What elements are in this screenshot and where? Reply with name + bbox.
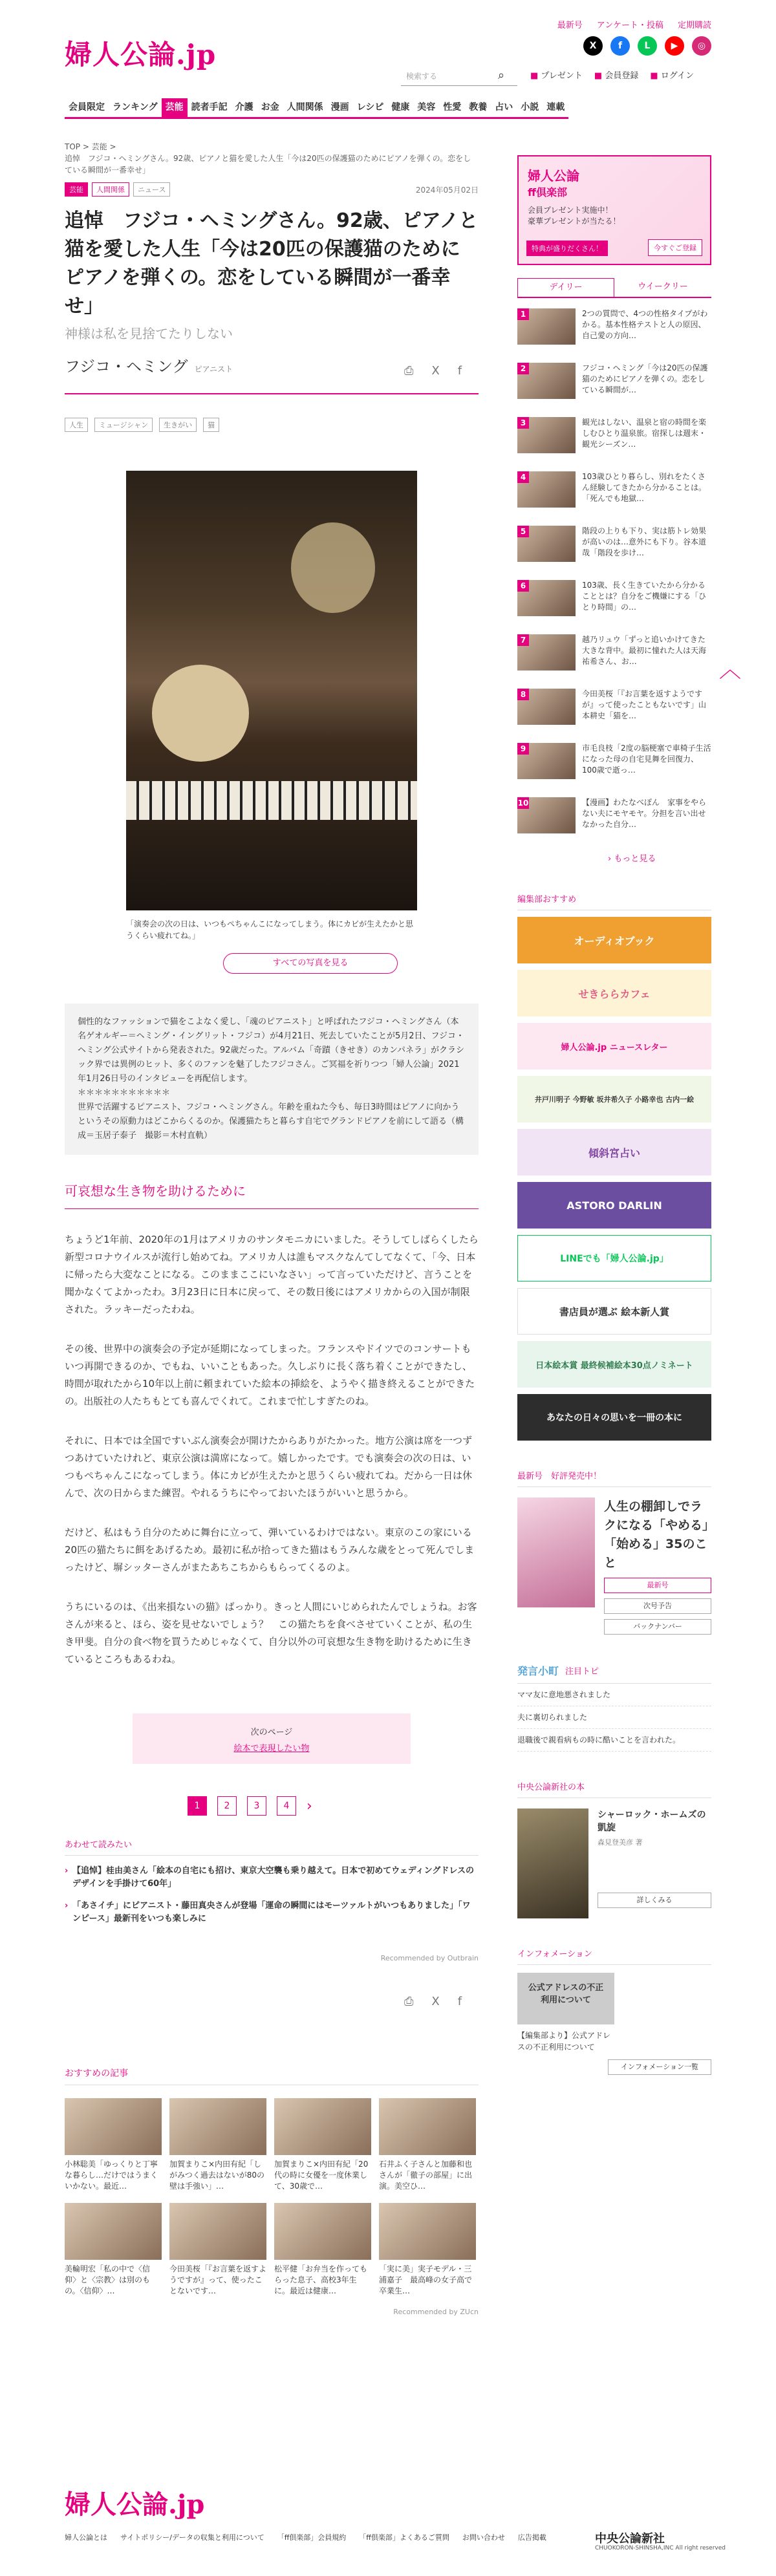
login-icon: ■	[650, 71, 661, 81]
page-2[interactable]: 2	[217, 1796, 237, 1816]
x-share-icon[interactable]: X	[431, 364, 440, 378]
rec-card[interactable]	[169, 2203, 266, 2297]
nav-item[interactable]: レシピ	[353, 98, 388, 119]
recommended-grid	[65, 2098, 479, 2297]
keyword-tag[interactable]: 生きがい	[159, 418, 197, 432]
nav-item[interactable]: 性愛	[439, 98, 465, 119]
more-ranking-link[interactable]	[517, 852, 711, 864]
photo-piano-keys	[126, 781, 417, 820]
lead-separator: ＊＊＊＊＊＊＊＊＊＊＊	[78, 1088, 171, 1098]
rank-title: 今田美桜「『お言葉を返すようですが』って使ったこともないです」山本耕史「猫を…	[582, 689, 707, 720]
nav-item[interactable]: 会員限定	[65, 98, 109, 119]
rank-title: 103歳、長く生きていたから分かることとは？自分をご機嫌にする「ひとり時間」の…	[582, 581, 707, 612]
rank-number: 4	[517, 471, 529, 483]
publish-banner[interactable]: あなたの日々の思いを一冊の本に	[517, 1394, 711, 1441]
ranking-list	[517, 308, 711, 841]
tag[interactable]: 人間関係	[92, 182, 129, 197]
x-icon[interactable]: X	[583, 36, 603, 56]
rec-title: 石井ふく子さんと加藤和也さんが「徹子の部屋」に出演。美空ひ…	[379, 2160, 473, 2191]
link-latest-issue[interactable]: 最新号	[557, 21, 583, 30]
article-subtitle: 神様は私を見捨てたりしない	[65, 326, 233, 341]
nav-item-active[interactable]: 芸能	[162, 98, 188, 119]
rank-number: 9	[517, 743, 529, 755]
trend-item[interactable]: ママ友に意地悪されました	[517, 1684, 711, 1706]
divider	[65, 393, 479, 394]
tag[interactable]: ニュース	[133, 182, 170, 197]
keyword-tag[interactable]: 人生	[65, 418, 88, 432]
related-heading: あわせて読みたい	[65, 1838, 479, 1856]
rec-credit[interactable]: Recommended by ZUcn	[393, 2308, 479, 2316]
login-label: ログイン	[660, 71, 695, 81]
banner-cta: 特典が盛りだくさん！	[526, 241, 608, 256]
footer-link[interactable]: 「ff倶楽部」よくあるご質問	[359, 2533, 449, 2542]
trend-label: 注目トピ	[565, 1667, 599, 1677]
info-list-button[interactable]: インフォメーション一覧	[608, 2059, 711, 2075]
rec-thumb	[65, 2098, 162, 2155]
rec-title: 小林聡美「ゆっくりと丁寧な暮らし…だけではうまくいかない。最近…	[65, 2160, 158, 2191]
trend-item[interactable]: 夫に裏切られました	[517, 1706, 711, 1729]
banner-title: 婦人公論	[528, 168, 579, 184]
ranking-item[interactable]	[517, 743, 711, 787]
nav-item[interactable]: 読者手記	[188, 98, 232, 119]
link-subscription[interactable]: 定期購読	[677, 21, 711, 30]
picturebook-nominee-banner[interactable]: 日本絵本賞 最終候補絵本30点ノミネート	[517, 1341, 711, 1388]
corp-book-detail-button[interactable]: 詳しくみる	[598, 1893, 711, 1908]
site-header	[0, 0, 776, 129]
rec-thumb	[274, 2203, 371, 2260]
latest-issue-title[interactable]: 人生の棚卸しでラクになる「やめる」「始める」35のこと	[604, 1499, 709, 1570]
paragraph: だけど、私はもう自分のために舞台に立って、弾いているわけではない。東京のこの家にいる20匹の猫たちに餌をあげるため。最初に私が拾ってきた猫はもうみんな歳をとって死んでしまったけど、塀シッターさんがまたあちこちからもらってくるのよ。	[65, 1527, 475, 1573]
rank-number: 2	[517, 363, 529, 374]
nav-item[interactable]: 人間関係	[283, 98, 327, 119]
rec-title: 加賀まりこ×内田有紀「しがみつく過去はないが80の壁は手強い」…	[169, 2160, 265, 2191]
backnumber-button[interactable]: バックナンバー	[604, 1619, 711, 1635]
publisher-logo[interactable]: 中央公論新社	[595, 2532, 665, 2546]
ranking-item[interactable]	[517, 308, 711, 352]
rank-title: 階段の上りも下り、実は筋トレ効果が高いのは…意外にも下り。谷本道哉「階段を歩け…	[582, 526, 707, 557]
rank-number: 7	[517, 634, 529, 646]
footer-link[interactable]: 広告掲載	[517, 2533, 546, 2542]
tab-daily[interactable]: デイリー	[517, 278, 614, 297]
trend-heading	[517, 1663, 711, 1684]
all-photos-button[interactable]: すべての写真を見る	[223, 953, 398, 974]
login-button[interactable]	[650, 69, 694, 81]
paragraph: その後、世界中の演奏会の予定が延期になってしまった。フランスやドイツでのコンサートもいつ再開できるのか、でもね、いいこともあった。久しぶりに長く落ち着くことができたし、時間が取れたから10年以上前に頼まれていた絵本の挿絵を、ようやく描き終えることができたの。出版社の人たちもとても喜んでくれて。これまで忙しすぎたのね。	[65, 1343, 475, 1407]
footer-link[interactable]: サイトポリシー/データの収集と利用について	[120, 2533, 264, 2542]
rank-number: 1	[517, 308, 529, 320]
newsletter-banner[interactable]: 婦人公論.jp ニュースレター	[517, 1023, 711, 1069]
nav-item[interactable]: ランキング	[109, 98, 162, 119]
rec-title: 美輪明宏「私の中で〈信仰〉と〈宗教〉は別のもの。〈信仰〉…	[65, 2264, 151, 2295]
rank-title: 観光はしない、温泉と宿の時間を楽しむひとり温泉旅。宿探しは週末・観光シーズン…	[582, 418, 707, 449]
youtube-icon[interactable]: ▶	[665, 36, 684, 56]
latest-issue	[517, 1497, 711, 1635]
facebook-share-icon[interactable]: f	[457, 364, 462, 378]
line-banner[interactable]: LINEでも「婦人公論.jp」	[517, 1235, 711, 1282]
lead-text-2: 世界で活躍するピアニスト、フジコ・ヘミングさん。年齢を重ねた今も、毎日3時間はピアノに向かうというその原動力はどこからくるのか。保護猫たちと暮らす自宅でグランドピアノを前にして語る（構成＝玉居子泰子 撮影＝木村直軌）	[78, 1102, 464, 1141]
rec-thumb	[65, 2203, 162, 2260]
keyword-tag[interactable]: 猫	[203, 418, 219, 432]
rec-card[interactable]	[379, 2098, 476, 2193]
rec-title: 加賀まりこ×内田有紀「20代の時に女優を一度休業して、30歳で…	[274, 2160, 369, 2191]
rec-title: 「実に美」実子モデル・三浦嘉子 最高峰の女子高で卒業生…	[379, 2264, 473, 2295]
rank-number: 6	[517, 580, 529, 592]
ranking-tabs	[517, 278, 711, 298]
page-3[interactable]: 3	[247, 1796, 266, 1816]
rec-thumb	[169, 2203, 266, 2260]
banner-line: 豪華プレゼントが当たる！	[528, 217, 621, 226]
ranking-item[interactable]	[517, 417, 711, 461]
tab-weekly[interactable]: ウイークリー	[638, 282, 688, 292]
next-page-label: 次のページ	[250, 1728, 293, 1737]
article	[65, 141, 479, 2316]
nav-item[interactable]: お金	[257, 98, 283, 119]
ranking-item[interactable]	[517, 797, 711, 841]
paragraph: ちょうど1年前、2020年の1月はアメリカのサンタモニカにいました。そうしてしばらくしたら新型コロナウイルスが流行し始めてね。アメリカ人は誰もマスクなんてしてなくて、「今、日本に帰ったら大変なことになる。このままここにいなさい」って言っていただけど、言うことを聞かなくてよかったわ。3月23日に日本に戻って、その数日後にはアメリカからの入国が制限された。ラッキーだったわね。	[65, 1234, 479, 1315]
instagram-icon[interactable]: ◎	[692, 36, 711, 56]
x-share-icon[interactable]: X	[431, 1995, 440, 2008]
ff-club-banner[interactable]	[517, 155, 711, 265]
rec-card[interactable]	[65, 2203, 162, 2297]
rank-number: 8	[517, 689, 529, 700]
banner-line: 会員プレゼント実施中！	[528, 206, 613, 215]
gift-icon: ■	[530, 71, 541, 81]
nav-item[interactable]: 健康	[387, 98, 413, 119]
facebook-share-icon[interactable]: f	[457, 1995, 462, 2008]
facebook-icon[interactable]: f	[610, 36, 630, 56]
share-tools	[404, 364, 462, 378]
info-link[interactable]: 【編集部より】公式アドレスの不正利用について	[517, 2031, 611, 2052]
picturebook-award-banner[interactable]: 書店員が選ぶ 絵本新人賞	[517, 1288, 711, 1335]
info-heading: インフォメーション	[517, 1947, 711, 1965]
author-name[interactable]: フジコ・ヘミング	[65, 358, 188, 376]
link-survey[interactable]: アンケート・投稿	[596, 21, 663, 30]
keyword-tag[interactable]: ミュージシャン	[94, 418, 153, 432]
print-icon[interactable]: ⎙	[404, 364, 414, 378]
novel-banner[interactable]: 井戸川明子 今野敏 坂井希久子 小路幸也 古内一絵	[517, 1076, 711, 1122]
footer-links	[65, 2532, 546, 2542]
fortune-banner[interactable]: 傾斜宮占い	[517, 1129, 711, 1175]
search-icon[interactable]: ⌕	[498, 69, 505, 82]
rank-number: 3	[517, 417, 529, 429]
corp-books-heading: 中央公論新社の本	[517, 1780, 711, 1798]
more-label: もっと見る	[614, 854, 656, 864]
footer-link[interactable]: 「ff倶楽部」会員規約	[277, 2533, 347, 2542]
photo-caption: 「演奏会の次の日は、いつもぺちゃんこになってしまう。体にカビが生えたかと思うくらい疲れてね。」	[126, 919, 414, 940]
banner-register-button[interactable]: 今すぐご登録	[648, 239, 702, 256]
register-button[interactable]	[594, 69, 638, 81]
komachi-logo[interactable]: 発言小町	[517, 1665, 559, 1677]
footer-logo[interactable]: 婦人公論.jp	[65, 2489, 205, 2520]
nav-item[interactable]: 小説	[517, 98, 543, 119]
lead-text: 個性的なファッションで猫をこよなく愛し、「魂のピアニスト」と呼ばれたフジコ・ヘミングさん（本名ゲオルギー＝ヘミング・イングリット・フジコ）が4月21日、死去していたことが5月2日、フジコ・ヘミング公式サイトから発表された。92歳だった。アルバム「奇蹟（きせき）のカンパネラ」がクラシック界では異例のヒット、多くのファンを魅了したフジコさん。ご冥福を祈りつつ「婦人公論」2021年1月26日号のインタビューを再配信します。	[78, 1017, 465, 1084]
rank-number: 10	[517, 799, 529, 808]
keyword-tags	[65, 418, 479, 432]
nav-item[interactable]: 漫画	[327, 98, 353, 119]
latest-issue-cover[interactable]	[517, 1497, 595, 1607]
sekirara-banner[interactable]: せきららカフェ	[517, 970, 711, 1016]
rank-title: 2つの質問で、4つの性格タイプがわかる。基本性格テストと人の原因、自己愛の方向…	[582, 309, 708, 340]
scroll-to-top-icon[interactable]: ︿	[719, 657, 741, 683]
nav-item[interactable]: 教養	[465, 98, 491, 119]
tag[interactable]: 芸能	[65, 182, 88, 197]
rec-thumb	[169, 2098, 266, 2155]
next-page-arrow[interactable]: ›	[307, 1798, 312, 1814]
rec-card[interactable]	[379, 2203, 476, 2297]
rec-card[interactable]	[65, 2098, 162, 2193]
rank-number: 5	[517, 526, 529, 537]
top-links	[557, 18, 711, 30]
astoro-banner[interactable]: ASTORO DARLIN	[517, 1182, 711, 1229]
next-page-link[interactable]: 絵本で表現したい物	[233, 1744, 310, 1754]
latest-issue-button[interactable]: 最新号	[604, 1578, 711, 1593]
page-4[interactable]: 4	[277, 1796, 296, 1816]
nav-item[interactable]: 占い	[491, 98, 517, 119]
ranking-item[interactable]	[517, 689, 711, 733]
corp-book-title[interactable]: シャーロック・ホームズの凱旋	[598, 1810, 706, 1833]
present-label: プレゼント	[541, 71, 583, 81]
latest-issue-heading: 最新号 好評発売中！	[517, 1469, 711, 1487]
photo-reflection	[291, 522, 375, 613]
chevron-right-icon: ›	[608, 854, 614, 864]
search-input[interactable]: 検索する	[401, 67, 517, 86]
rank-title: 【漫画】わたなべぽん 家事をやらない夫にモヤモヤ。分担を言い出せなかった自分…	[582, 798, 707, 829]
nav-item[interactable]: 美容	[413, 98, 439, 119]
rec-thumb	[274, 2098, 371, 2155]
sidebar	[517, 155, 711, 2075]
trend-item[interactable]: 退職後で親看病もの時に酷いことを言われた。	[517, 1729, 711, 1752]
paragraph: うちにいるのは、《出来損ないの猫》ばっかり。きっと人間にいじめられたんでしょうね。お客さんが来ると、ほら、姿を見せないでしょう？ この猫たちを食べさせていくことが、私の生き甲斐。自分の食べ物を買うためじゃなくて、自分以外の可哀想な生き物を助けるために生きているところもあるわね。	[65, 1601, 477, 1665]
social-links	[583, 36, 711, 56]
corp-book-cover[interactable]	[517, 1809, 588, 1918]
next-page-box[interactable]	[133, 1713, 411, 1764]
article-title: 追悼 フジコ・ヘミングさん。92歳、ピアノと猫を愛した人生「今は20匹の保護猫のためにピアノを弾くの。恋をしている瞬間が一番幸せ」	[65, 209, 479, 317]
main-nav	[65, 98, 640, 119]
ranking-item[interactable]	[517, 363, 711, 407]
register-label: 会員登録	[605, 71, 639, 81]
footer-link[interactable]: 婦人公論とは	[65, 2533, 107, 2542]
related-link[interactable]: › 【追悼】桂由美さん「絵本の自宅にも招け、東京大空襲も乗り越えて。日本で初めてウェディングドレスのデザインを手掛けて60年」	[65, 1865, 479, 1891]
rec-title: 今田美桜「『お言葉を返すようですが』って、使ったことないです…	[169, 2264, 266, 2295]
article-tags	[65, 182, 479, 197]
ranking-item[interactable]	[517, 471, 711, 515]
print-icon[interactable]: ⎙	[404, 1995, 414, 2008]
copyright: CHUOKORON-SHINSHA,INC All right reserved	[595, 2545, 726, 2551]
main-photo[interactable]	[126, 471, 417, 910]
rec-title: 松平健「お弁当を作ってもらった息子、高校3年生に。最近は健康…	[274, 2264, 368, 2295]
rec-thumb	[379, 2098, 476, 2155]
corp-book-author: 森見登美彦 著	[598, 1838, 643, 1847]
audiobook-banner[interactable]: オーディオブック	[517, 917, 711, 963]
editor-picks-heading: 編集部おすすめ	[517, 892, 711, 910]
photo-subject	[152, 665, 249, 762]
site-logo[interactable]: 婦人公論.jp	[65, 39, 217, 70]
rec-thumb	[379, 2203, 476, 2260]
recommended-heading: おすすめの記事	[65, 2066, 479, 2085]
ranking-item[interactable]	[517, 526, 711, 570]
breadcrumb	[65, 141, 479, 176]
corp-book	[517, 1809, 711, 1918]
paragraph: それに、日本では全国ですいぶん演奏会が開けたからありがたかった。地方公演は席を一つずつあけていたけれど、東京公演は満席になって。嬉しかったです。でも演奏会の次の日は、いつもぺちゃんこになってしまう。体にカビが生えたかと思うくらい疲れてね。だから一日は休んで、次の日からまた練習。やれるうちにやっておいたほうがいいと思うから。	[65, 1435, 473, 1499]
related-link[interactable]: › 「あさイチ」にピアニスト・藤田真央さんが登場「運命の瞬間にはモーツァルトがいつもありました」「ワンピース」最新刊をいつも楽しみに	[65, 1900, 479, 1926]
footer-link[interactable]: お問い合わせ	[462, 2533, 505, 2542]
nav-item[interactable]: 介護	[232, 98, 257, 119]
line-icon[interactable]: L	[638, 36, 657, 56]
banner-sub: ff倶楽部	[528, 186, 567, 199]
pagination	[188, 1796, 479, 1816]
lead-box	[65, 1004, 479, 1155]
author-role: ピアニスト	[194, 365, 233, 374]
ranking-item[interactable]	[517, 580, 711, 624]
breadcrumb-current: 追悼 フジコ・ヘミングさん。92歳、ピアノと猫を愛した人生「今は20匹の保護猫のためにピアノを弾くの。恋をしている瞬間が一番幸せ」	[65, 154, 471, 175]
page-1[interactable]: 1	[188, 1796, 207, 1816]
user-plus-icon: ■	[594, 71, 605, 81]
header-buttons	[530, 69, 694, 81]
next-issue-button[interactable]: 次号予告	[604, 1598, 711, 1614]
rec-card[interactable]	[274, 2098, 371, 2193]
ranking-item[interactable]	[517, 634, 711, 678]
rank-title: 103歳ひとり暮らし、別れをたくさん経験してきたから分かることは。「死んでも地獄…	[582, 472, 707, 503]
present-button[interactable]	[530, 69, 583, 81]
nav-item[interactable]: 連載	[543, 98, 568, 119]
publish-date: 2024年05月02日	[415, 185, 479, 195]
breadcrumb-links[interactable]: TOP > 芸能 >	[65, 142, 116, 151]
rec-card[interactable]	[169, 2098, 266, 2193]
rec-card[interactable]	[274, 2203, 371, 2297]
outbrain-credit[interactable]: Recommended by Outbrain	[380, 1954, 479, 1962]
rank-title: 越乃リュウ「ずっと追いかけてきた大きな背中。最初に憧れた人は天海祐希さん、お…	[582, 635, 707, 666]
info-thumb[interactable]: 公式アドレスの不正利用について	[517, 1973, 614, 2024]
site-footer	[0, 2473, 776, 2576]
rank-title: フジコ・ヘミング「今は20匹の保護猫のためにピアノを弾くの。恋をしている瞬間が…	[582, 363, 708, 394]
section-heading: 可哀想な生き物を助けるために	[65, 1181, 479, 1209]
rank-title: 市毛良枝「2度の脳梗塞で車椅子生活になった母の自宅見舞を回復力、100歳で逝っ…	[582, 744, 711, 775]
